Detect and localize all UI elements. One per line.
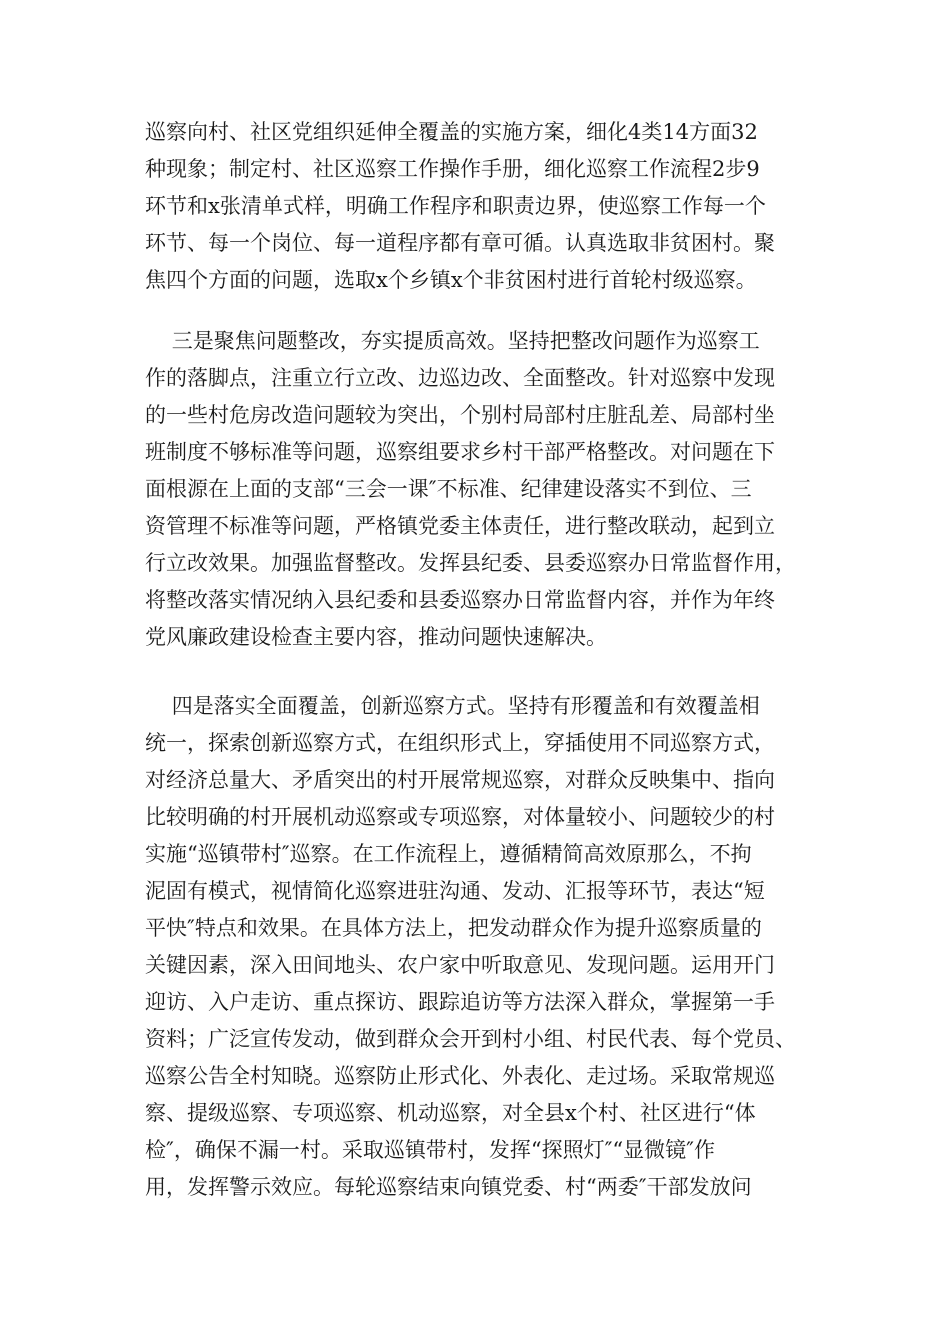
text-line: 巡察公告全村知晓。巡察防止形式化、外表化、走过场。采取常规巡 bbox=[145, 1064, 775, 1088]
text-line: 的一些村危房改造问题较为突出，个别村局部村庄脏乱差、局部村坐 bbox=[145, 403, 775, 427]
text-line: 种现象；制定村、社区巡察工作操作手册，细化巡察工作流程2步9 bbox=[145, 157, 760, 181]
text-line: 资管理不标准等问题，严格镇党委主体责任，进行整改联动，起到立 bbox=[145, 514, 775, 538]
text-line: 巡察向村、社区党组织延伸全覆盖的实施方案，细化4类14方面32 bbox=[145, 120, 758, 144]
text-line: 泥固有模式，视情简化巡察进驻沟通、发动、汇报等环节，表达“短 bbox=[145, 879, 765, 903]
text-line: 迎访、入户走访、重点探访、跟踪追访等方法深入群众，掌握第一手 bbox=[145, 990, 775, 1014]
text-line: 将整改落实情况纳入县纪委和县委巡察办日常监督内容，并作为年终 bbox=[145, 588, 775, 612]
text-line: 平快″特点和效果。在具体方法上，把发动群众作为提升巡察质量的 bbox=[145, 916, 762, 940]
text-line: 比较明确的村开展机动巡察或专项巡察，对体量较小、问题较少的村 bbox=[145, 805, 775, 829]
text-line: 实施“巡镇带村″巡察。在工作流程上，遵循精简高效原那么，不拘 bbox=[145, 842, 752, 866]
text-line: 环节、每一个岗位、每一道程序都有章可循。认真选取非贫困村。聚 bbox=[145, 231, 775, 255]
paragraph-full-coverage bbox=[145, 688, 805, 1206]
text-line: 党风廉政建设检查主要内容，推动问题快速解决。 bbox=[145, 625, 607, 649]
text-line: 焦四个方面的问题，选取x个乡镇x个非贫困村进行首轮村级巡察。 bbox=[145, 268, 757, 292]
text-line: 四是落实全面覆盖，创新巡察方式。坚持有形覆盖和有效覆盖相 bbox=[145, 694, 760, 718]
text-line: 环节和x张清单式样，明确工作程序和职责边界，使巡察工作每一个 bbox=[145, 194, 766, 218]
paragraph-rectification bbox=[145, 323, 805, 656]
text-line: 资料；广泛宣传发动，做到群众会开到村小组、村民代表、每个党员、 bbox=[145, 1027, 796, 1051]
text-line: 统一，探索创新巡察方式，在组织形式上，穿插使用不同巡察方式， bbox=[145, 731, 775, 755]
text-line: 关键因素，深入田间地头、农户家中听取意见、发现问题。运用开门 bbox=[145, 953, 775, 977]
text-line: 用，发挥警示效应。每轮巡察结束向镇党委、村“两委″干部发放问 bbox=[145, 1175, 752, 1199]
text-line: 察、提级巡察、专项巡察、机动巡察，对全县x个村、社区进行“体 bbox=[145, 1101, 756, 1125]
text-line: 班制度不够标准等问题，巡察组要求乡村干部严格整改。对问题在下 bbox=[145, 440, 775, 464]
paragraph-plan-refinement bbox=[145, 114, 805, 299]
text-line: 行立改效果。加强监督整改。发挥县纪委、县委巡察办日常监督作用， bbox=[145, 551, 796, 575]
text-line: 作的落脚点，注重立行立改、边巡边改、全面整改。针对巡察中发现 bbox=[145, 366, 775, 390]
text-line: 三是聚焦问题整改，夯实提质高效。坚持把整改问题作为巡察工 bbox=[145, 329, 760, 353]
text-line: 面根源在上面的支部“三会一课″不标准、纪律建设落实不到位、三 bbox=[145, 477, 752, 501]
text-line: 对经济总量大、矛盾突出的村开展常规巡察，对群众反映集中、指向 bbox=[145, 768, 775, 792]
text-line: 检″，确保不漏一村。采取巡镇带村，发挥“探照灯″“显微镜″作 bbox=[145, 1138, 716, 1162]
